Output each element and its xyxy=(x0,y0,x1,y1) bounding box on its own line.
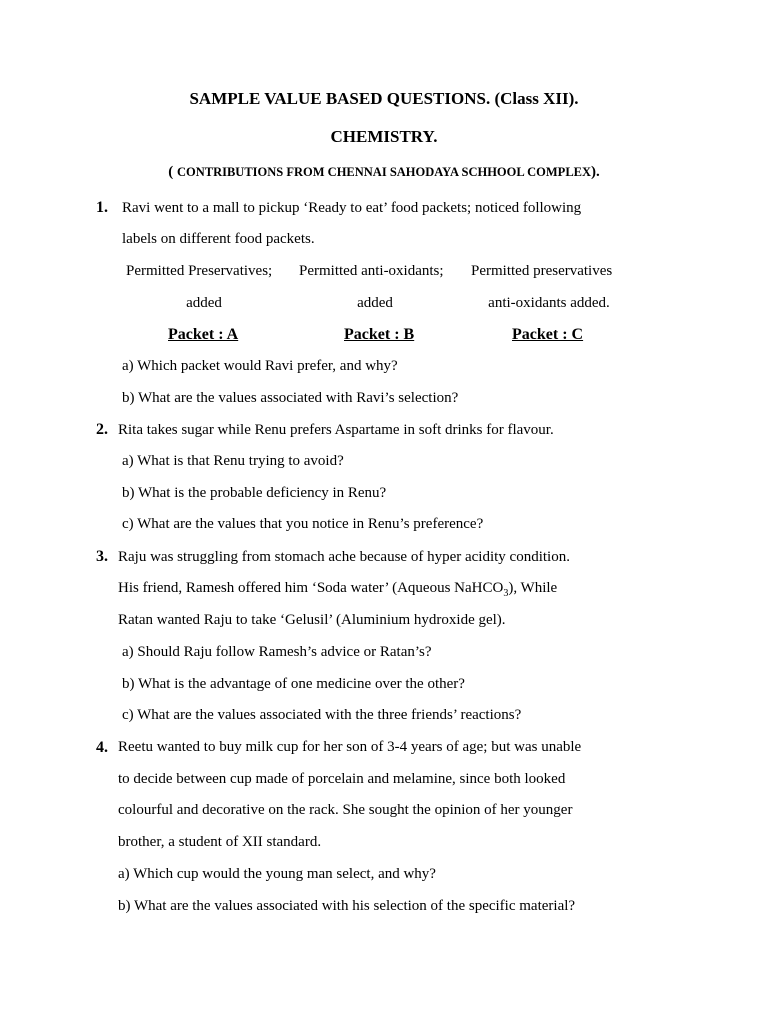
contrib-close: ). xyxy=(591,164,600,180)
packet-a-label: Packet : A xyxy=(168,326,239,343)
question-2-number: 2. xyxy=(96,421,108,438)
label-c-top: Permitted preservatives xyxy=(471,263,613,279)
label-b-top: Permitted anti-oxidants; xyxy=(299,263,444,279)
contrib-text: CONTRIBUTIONS FROM CHENNAI SAHODAYA SCHHOOL COMPLEX xyxy=(176,165,592,179)
subscript-3: 3 xyxy=(503,588,509,599)
question-4-line-3: colourful and decorative on the rack. She sought the opinion of her younger xyxy=(118,802,573,818)
question-3-line-1: Raju was struggling from stomach ache because of hyper acidity condition. xyxy=(118,549,570,565)
label-b-bottom: added xyxy=(357,295,393,311)
question-1-line-1: Ravi went to a mall to pickup ‘Ready to eat’ food packets; noticed following xyxy=(122,200,582,216)
question-1-line-2: labels on different food packets. xyxy=(122,231,315,247)
question-3-line-2-text: His friend, Ramesh offered him ‘Soda water’ (Aqueous NaHCO xyxy=(118,580,504,596)
question-4-part-a: a) Which cup would the young man select, and why? xyxy=(118,866,436,882)
subject-title: CHEMISTRY. xyxy=(330,127,438,146)
question-3-part-b: b) What is the advantage of one medicine over the other? xyxy=(122,676,465,692)
question-4-number: 4. xyxy=(96,739,108,756)
document-title: SAMPLE VALUE BASED QUESTIONS. (Class XII). xyxy=(189,89,579,108)
question-4-line-1: Reetu wanted to buy milk cup for her son of 3-4 years of age; but was unable xyxy=(118,739,582,755)
question-4-part-b: b) What are the values associated with his selection of the specific material? xyxy=(118,898,576,914)
question-3-part-a: a) Should Raju follow Ramesh’s advice or Ratan’s? xyxy=(122,644,432,660)
question-3-line-2-end: ), While xyxy=(508,580,558,596)
contributions-note xyxy=(0,164,768,181)
question-3-part-c: c) What are the values associated with the three friends’ reactions? xyxy=(122,707,522,723)
question-1-number: 1. xyxy=(96,199,108,216)
question-2-line-1: Rita takes sugar while Renu prefers Aspartame in soft drinks for flavour. xyxy=(118,422,554,438)
packet-c-label: Packet : C xyxy=(512,326,584,343)
contrib-open: ( xyxy=(168,164,177,180)
question-1-part-a: a) Which packet would Ravi prefer, and why? xyxy=(122,358,398,374)
label-a-bottom: added xyxy=(186,295,222,311)
question-4-line-4: brother, a student of XII standard. xyxy=(118,834,322,850)
question-3-line-2 xyxy=(118,580,557,599)
label-c-bottom: anti-oxidants added. xyxy=(488,295,610,311)
question-3-line-3: Ratan wanted Raju to take ‘Gelusil’ (Aluminium hydroxide gel). xyxy=(118,612,506,628)
question-4-line-2: to decide between cup made of porcelain and melamine, since both looked xyxy=(118,771,566,787)
question-2-part-a: a) What is that Renu trying to avoid? xyxy=(122,453,344,469)
packet-b-label: Packet : B xyxy=(344,326,415,343)
question-1-part-b: b) What are the values associated with Ravi’s selection? xyxy=(122,390,459,406)
label-a-top: Permitted Preservatives; xyxy=(126,263,273,279)
question-3-number: 3. xyxy=(96,548,108,565)
question-2-part-b: b) What is the probable deficiency in Renu? xyxy=(122,485,387,501)
question-2-part-c: c) What are the values that you notice in Renu’s preference? xyxy=(122,516,484,532)
